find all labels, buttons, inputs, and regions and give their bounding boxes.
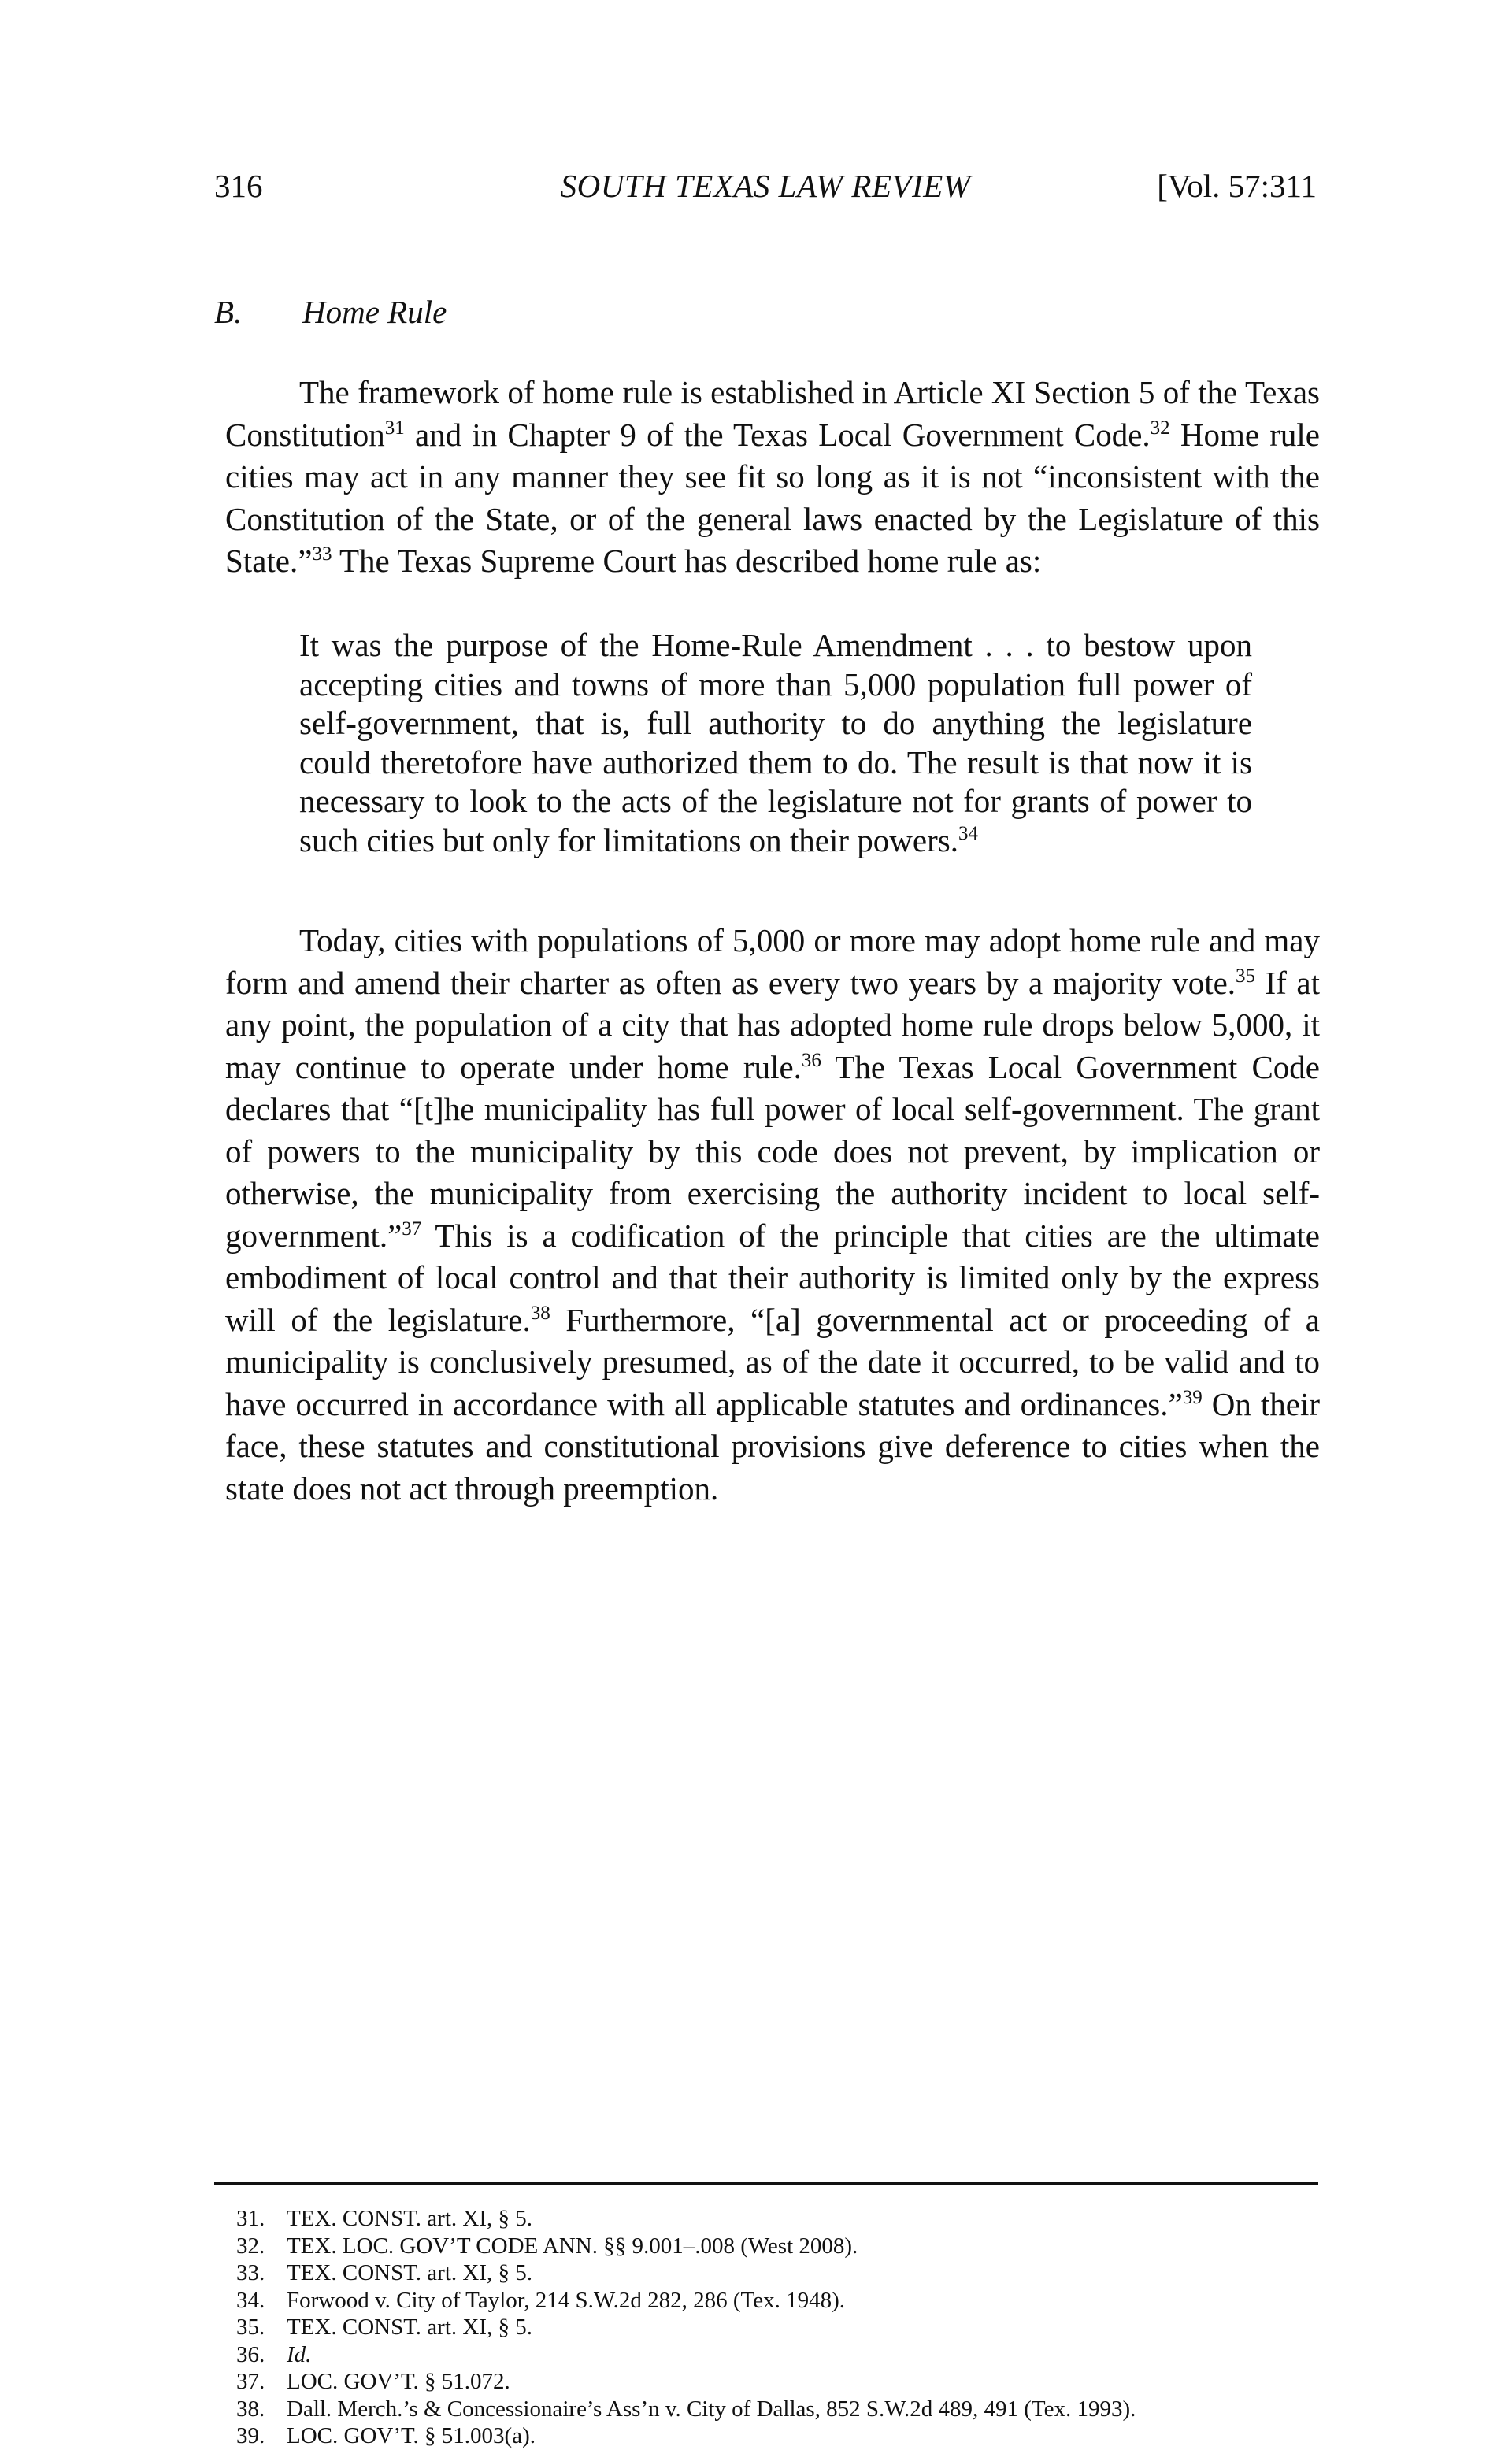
- footnote: [197, 2368, 1331, 2396]
- footnote-ref[interactable]: 36: [801, 1049, 821, 1071]
- footnote-ref[interactable]: 33: [312, 543, 332, 565]
- footnote-text: TEX. CONST. art. XI, § 5.: [287, 2206, 532, 2231]
- page-number: 316: [214, 168, 263, 204]
- paragraph-text: The Texas Local Government Code declares that “[t]he municipality has full power of local self-government. The grant of powers to the municipality by this code does not prevent, by implication or otherwise, the municipality from exercising the authority incident to local self-government.”: [225, 1048, 1320, 1254]
- volume-citation: [Vol. 57:311: [1157, 168, 1317, 204]
- paragraph-text: Home rule cities may act in any manner they see fit so long as it is not “inconsistent with the Constitution of the State, or of the general laws enacted by the Legislature of this State.”: [225, 416, 1320, 579]
- section-title: Home Rule: [302, 294, 447, 330]
- footnote-ref[interactable]: 39: [1182, 1386, 1203, 1408]
- footnote: [197, 2259, 1331, 2287]
- body-paragraph: [225, 372, 1320, 583]
- footnote: [197, 2341, 1331, 2369]
- footnote: [197, 2422, 1331, 2450]
- journal-title: SOUTH TEXAS LAW REVIEW: [560, 168, 971, 204]
- footnote-text: TEX. LOC. GOV’T CODE ANN. §§ 9.001–.008 (West 2008).: [287, 2233, 858, 2259]
- paragraph-text: The Texas Supreme Court has described home rule as:: [332, 543, 1042, 579]
- footnote-text: Id.: [287, 2341, 312, 2367]
- footnote-text: LOC. GOV’T. § 51.003(a).: [287, 2423, 536, 2448]
- paragraph-text: On their face, these statutes and constitutional provisions give deference to cities when the state does not act through preemption.: [225, 1385, 1320, 1507]
- footnote-number: 36.: [236, 2341, 265, 2367]
- running-header: [214, 167, 1317, 214]
- paragraph-text: The framework of home rule is established in Article XI Section 5 of the Texas Constitution: [225, 374, 1320, 453]
- footnote-text: TEX. CONST. art. XI, § 5.: [287, 2260, 532, 2285]
- footnote-ref[interactable]: 35: [1236, 965, 1256, 987]
- footnote-text: LOC. GOV’T. § 51.072.: [287, 2369, 510, 2394]
- paragraph-text: If at any point, the population of a city that has adopted home rule drops below 5,000, it may continue to operate under home rule.: [225, 964, 1320, 1085]
- footnote-ref[interactable]: 32: [1150, 417, 1170, 439]
- paragraph-text: This is a codification of the principle that cities are the ultimate embodiment of local control and that their authority is limited only by the express will of the legislature.: [225, 1217, 1320, 1338]
- footnote-ref[interactable]: 31: [384, 417, 405, 439]
- section-number: B.: [214, 294, 243, 330]
- footnote-number: 33.: [236, 2260, 265, 2285]
- section-heading: [214, 293, 447, 331]
- paragraph-text: and in Chapter 9 of the Texas Local Government Code.: [404, 416, 1151, 453]
- block-quote: [299, 626, 1252, 860]
- footnote: [197, 2205, 1331, 2233]
- footnote-ref[interactable]: 34: [958, 822, 978, 844]
- footnote-number: 37.: [236, 2369, 265, 2394]
- footnote-text: Forwood v. City of Taylor, 214 S.W.2d 282, 286 (Tex. 1948).: [287, 2287, 846, 2313]
- footnote: [197, 2396, 1331, 2423]
- footnote-text: TEX. CONST. art. XI, § 5.: [287, 2315, 532, 2340]
- footnote: [197, 2314, 1331, 2341]
- footnote-divider: [214, 2182, 1318, 2185]
- paragraph-text: Today, cities with populations of 5,000 or more may adopt home rule and may form and amend their charter as often as every two years by a majority vote.: [225, 922, 1320, 1001]
- footnote: [197, 2233, 1331, 2260]
- footnote-list: [197, 2205, 1331, 2450]
- paragraph-text: Furthermore, “[a] governmental act or proceeding of a municipality is conclusively presumed, as of the date it occurred, to be valid and to have occurred in accordance with all applicable statutes and ordinances.”: [225, 1301, 1320, 1422]
- footnote-number: 32.: [236, 2233, 265, 2259]
- footnote-ref[interactable]: 38: [530, 1302, 550, 1324]
- footnote-number: 39.: [236, 2423, 265, 2448]
- body-paragraph: [225, 920, 1320, 1510]
- footnote-text: Dall. Merch.’s & Concessionaire’s Ass’n v. City of Dallas, 852 S.W.2d 489, 491 (Tex. 1993).: [287, 2396, 1136, 2422]
- footnote-number: 35.: [236, 2315, 265, 2340]
- footnote: [197, 2287, 1331, 2315]
- footnote-number: 38.: [236, 2396, 265, 2422]
- footnote-number: 31.: [236, 2206, 265, 2231]
- quote-text: It was the purpose of the Home-Rule Amendment . . . to bestow upon accepting cities and towns of more than 5,000 population full power of self-government, that is, full authority to do anything the legislature could theretofore have authorized them to do. The result is that now it is necessary to look to the acts of the legislature not for grants of power to such cities but only for limitations on their powers.: [299, 627, 1252, 858]
- footnote-ref[interactable]: 37: [402, 1218, 422, 1240]
- footnote-number: 34.: [236, 2287, 265, 2313]
